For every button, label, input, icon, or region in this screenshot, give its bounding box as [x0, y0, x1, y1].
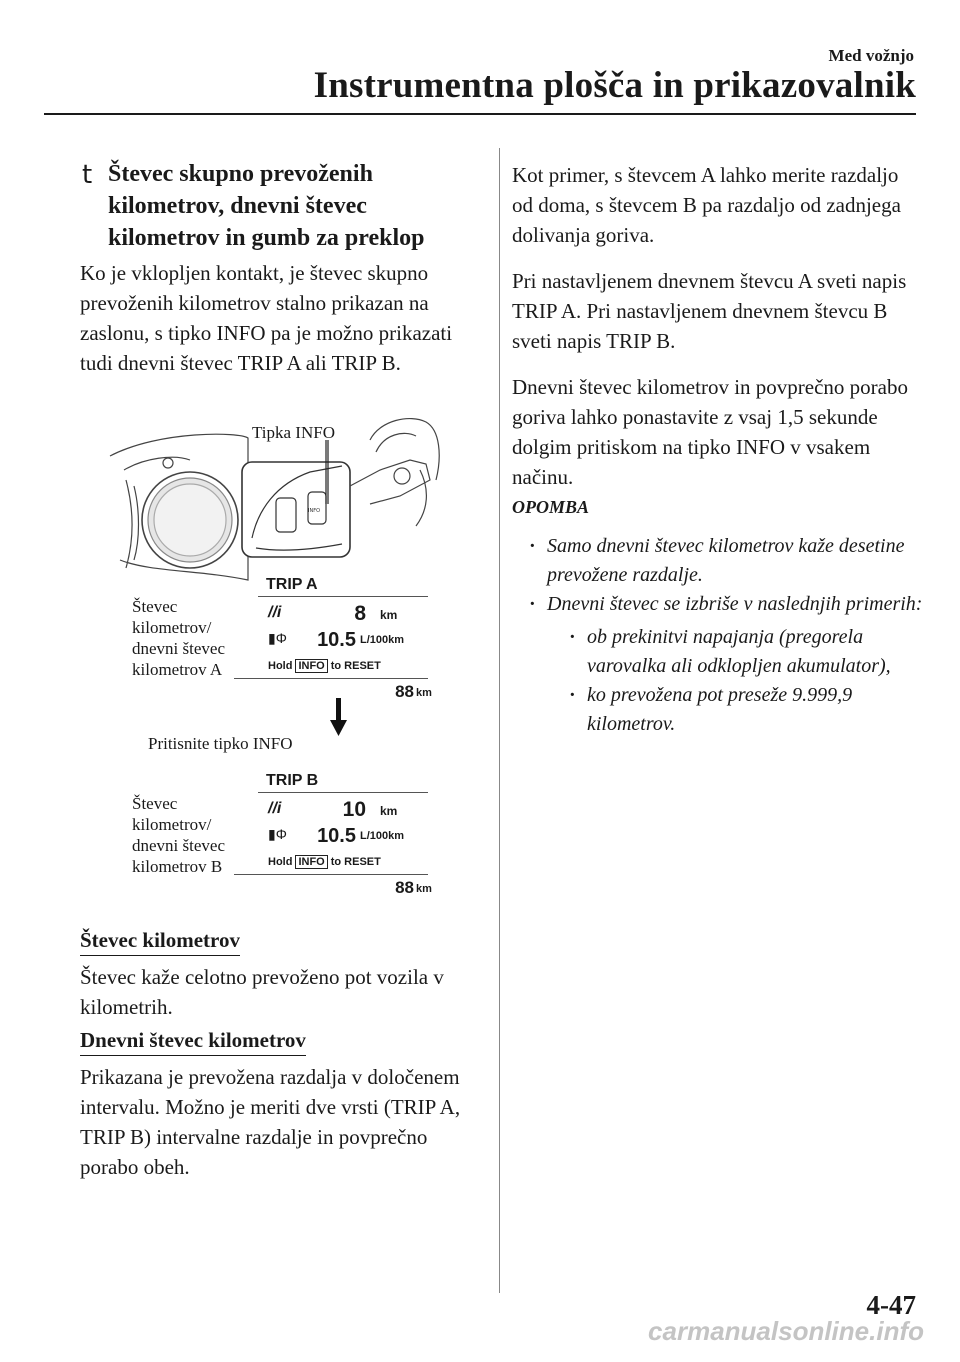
- section-name: Med vožnjo: [828, 46, 914, 65]
- steering-wheel-drawing: [350, 419, 439, 526]
- odometer-unit: km: [416, 687, 432, 699]
- fuel-economy-unit: L/100km: [360, 634, 405, 646]
- right-paragraph-3: Dnevni števec kilometrov in povprečno porabo goriva lahko ponastavite z vsaj 1,5 sekunde dolgim pritiskom na tipko INFO v vsakem načinu.: [512, 375, 908, 489]
- watermark: carmanualsonline.info: [648, 1316, 924, 1346]
- header-rule: [44, 113, 916, 115]
- trip-meter-paragraph: Prikazana je prevožena razdalja v določenem intervalu. Možno je meriti dve vrsti (TRIP A, TRIP B) intervalne razdalje in povprečno porabo obeh.: [80, 1065, 461, 1179]
- fuel-economy-unit: L/100km: [360, 830, 405, 842]
- note-subitem: · ko prevožena pot preseže 9.999,9 kilometrov.: [567, 681, 927, 739]
- steering-inset: [242, 440, 350, 557]
- trip-label: TRIP A: [266, 576, 318, 593]
- intro-paragraph: Ko je vklopljen kontakt, je števec skupno prevoženih kilometrov stalno prikazan na zaslonu, s tipko INFO pa je možno prikazati tudi dnevni števec TRIP A ali TRIP B.: [80, 261, 453, 375]
- arrow-down-icon: [330, 698, 347, 736]
- note-title: OPOMBA: [512, 497, 590, 517]
- svg-text:INFO: INFO: [308, 508, 321, 514]
- section-marker: t: [82, 160, 93, 190]
- fuel-economy-value: 10.5: [317, 629, 356, 651]
- subheading-trip-meter: Dnevni števec kilometrov: [80, 1028, 306, 1056]
- display-rule: [258, 792, 428, 793]
- trip-distance-icon: //i: [268, 604, 282, 621]
- gauge-cluster-drawing: [110, 434, 248, 580]
- right-paragraph-1: Kot primer, s števcem A lahko merite razdaljo od doma, s števcem B pa razdaljo od zadnjega dolivanja goriva.: [512, 163, 901, 247]
- trip-distance-unit: km: [380, 608, 398, 622]
- odometer-paragraph: Števec kaže celotno prevoženo pot vozila v kilometrih.: [80, 965, 444, 1019]
- label-info-button: Tipka INFO: [252, 423, 335, 442]
- page-title: Instrumentna plošča in prikazovalnik: [313, 65, 916, 106]
- fuel-pump-icon: ▮Φ: [268, 630, 287, 646]
- display-rule: [258, 596, 428, 597]
- note-sublist: [547, 623, 927, 739]
- note-subitem: · ob prekinitvi napajanja (pregorela varovalka ali odklopljen akumulator),: [567, 623, 927, 681]
- right-paragraph-2: Pri nastavljenem dnevnem števcu A sveti napis TRIP A. Pri nastavljenem dnevnem števcu B sveti napis TRIP B.: [512, 269, 907, 353]
- trip-a-display: [248, 576, 432, 702]
- note-item: · Samo dnevni števec kilometrov kaže desetine prevožene razdalje.: [527, 532, 927, 590]
- label-press-info: Pritisnite tipko INFO: [148, 734, 293, 753]
- label-trip-b: Števec kilometrov/ dnevni števec kilometrov B: [132, 794, 225, 876]
- trip-b-display: [248, 772, 432, 898]
- trip-label: TRIP B: [266, 772, 319, 789]
- section-title: Števec skupno prevoženih kilometrov, dnevni števec kilometrov in gumb za preklop: [108, 161, 425, 251]
- fuel-economy-value: 10.5: [317, 825, 356, 847]
- hold-to-reset-hint: Hold INFO to RESET: [268, 856, 381, 868]
- page-number: 4-47: [866, 1290, 916, 1320]
- hold-to-reset-hint: Hold INFO to RESET: [268, 660, 381, 672]
- trip-distance-unit: km: [380, 804, 398, 818]
- label-trip-a: Števec kilometrov/ dnevni števec kilometrov A: [132, 597, 225, 679]
- trip-distance-icon: //i: [268, 800, 282, 817]
- odometer-unit: km: [416, 883, 432, 895]
- odometer-value: 88: [395, 878, 414, 897]
- trip-distance-value: 10: [342, 798, 366, 821]
- odometer-value: 88: [395, 682, 414, 701]
- display-rule: [234, 874, 428, 875]
- display-rule: [234, 678, 428, 679]
- fuel-pump-icon: ▮Φ: [268, 826, 287, 842]
- note-list: [527, 532, 927, 739]
- instrument-figure: [80, 400, 490, 910]
- trip-distance-value: 8: [354, 602, 366, 625]
- column-divider: [499, 148, 500, 1293]
- note-item: · Dnevni števec se izbriše v naslednjih primerih: · ob prekinitvi napajanja (pregorela varovalka ali odklopljen akumulator), · ko prevožena pot preseže 9.999,9 kilometrov.: [527, 590, 927, 739]
- subheading-odometer: Števec kilometrov: [80, 928, 240, 956]
